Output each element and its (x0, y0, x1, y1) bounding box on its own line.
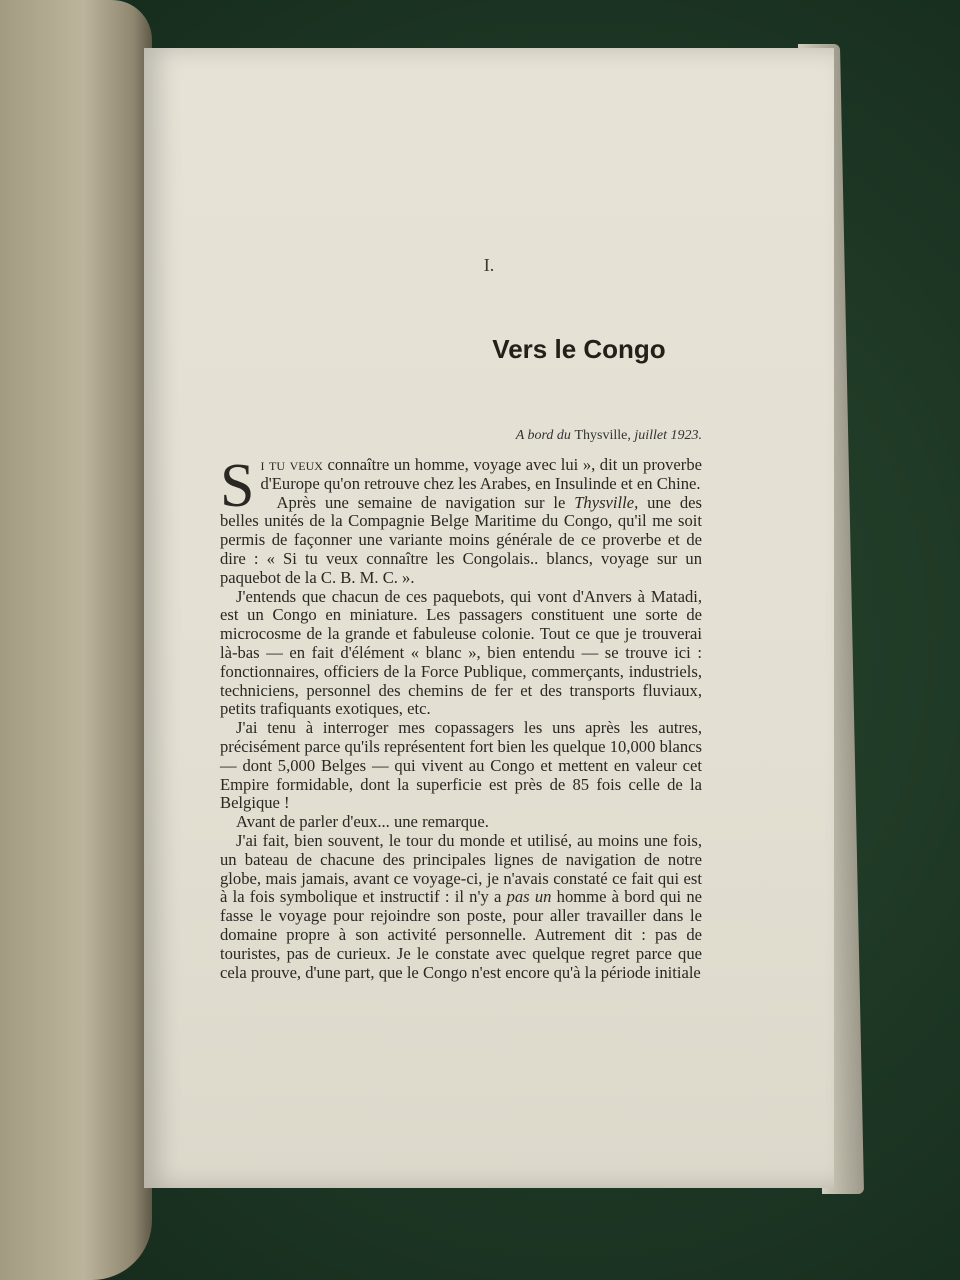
dateline (516, 428, 702, 444)
emphasis-pas-un: pas un (506, 887, 552, 907)
paragraph-3: J'entends que chacun de ces paquebots, qui vont d'Anvers à Matadi, est un Congo en miniature. Les passagers constituent une sorte de microcosme de la grande et fabuleuse colonie. Tout ce que je trouverai là-bas — en fait d'élément « blanc », bien entendu — se trouve ici : fonctionnaires, officiers de la Force Publique, commerçants, industriels, techniciens, personnel des chemins de fer et des transports fluviaux, petits trafiquants exotiques, etc. (220, 586, 702, 719)
chapter-number: I. (483, 255, 495, 275)
drop-cap: S (220, 452, 255, 520)
paragraph-2 (220, 494, 702, 588)
chapter-title: Vers le Congo (492, 334, 666, 364)
left-page-curve (0, 0, 152, 1280)
paragraph-1-lead: i tu veux (260, 455, 323, 474)
dateline-date: juillet 1923. (634, 428, 702, 443)
paragraph-6-text-b: homme à bord qui ne fasse le voyage pour rejoindre son poste, pour aller travailler dans le domaine propre à son activité personnelle. Autrement dit : pas de touristes, pas de curieux. Je le constate avec quelque regret parce que cela prouve, d'une part, que le Congo n'est encore qu'à la période initiale (220, 887, 702, 982)
paragraph-1-text: connaître un homme, voyage avec lui », dit un proverbe d'Europe qu'on retrouve chez les Arabes, en Insulinde et en Chine. (260, 455, 702, 493)
paragraph-4: J'ai tenu à interroger mes copassagers les uns après les autres, précisément parce qu'ils représentent fort bien les quelque 10,000 blancs — dont 5,000 Belges — qui vivent au Congo et mettent en valeur cet Empire formidable, dont la superficie est près de 85 fois celle de la Belgique ! (220, 718, 702, 813)
book-page (144, 48, 834, 1188)
dateline-ship: Thysville, (574, 428, 631, 443)
paragraph-5: Avant de parler d'eux... une remarque. (236, 812, 489, 832)
body-text (220, 452, 702, 982)
ship-name: Thysville, (574, 492, 639, 512)
paragraph-6-text-a: J'ai fait, bien souvent, le tour du monde et utilisé, au moins une fois, un bateau de chacune des principales lignes de navigation de notre globe, mais jamais, avant ce voyage-ci, je n'avais constaté ce fait qui est à la fois symbolique et instructif : il n'y a (220, 830, 702, 907)
paragraph-2-text-a: Après une semaine de navigation sur le (276, 492, 575, 512)
paragraph-2-text-b: une des belles unités de la Compagnie Belge Maritime du Congo, qu'il me soit permis de façonner une variante moins générale de ce proverbe et de dire : « Si tu veux connaître les Congolais.. blancs, voyage sur un paquebot de la C. B. M. C. ». (220, 492, 702, 587)
paragraph-6 (220, 832, 702, 982)
dateline-prefix: A bord du (515, 428, 571, 443)
